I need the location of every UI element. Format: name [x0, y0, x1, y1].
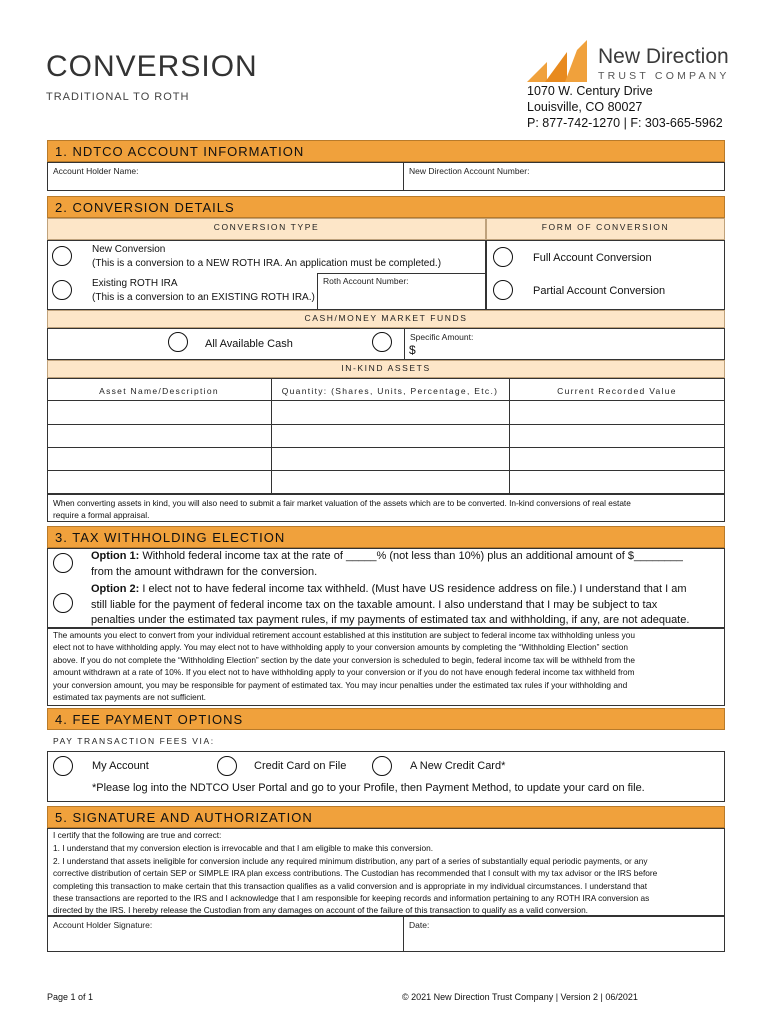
cert-line-6: these transactions are reported to the IRS and I acknowledge that I am responsible for keeping records and information pertaining to any ROTH IRA conversion as	[53, 893, 650, 903]
logo-tagline: TRUST COMPANY	[598, 70, 730, 82]
conversion-type-header: CONVERSION TYPE	[47, 218, 486, 240]
roth-account-number-label: Roth Account Number:	[323, 276, 409, 286]
logo-name: New Direction	[598, 45, 729, 68]
account-holder-name-field[interactable]	[47, 162, 404, 191]
specific-amount-label: Specific Amount:	[410, 332, 474, 342]
portal-note: *Please log into the NDTCO User Portal and go to your Profile, then Payment Method, to update your card on file.	[92, 782, 645, 794]
new-card-radio[interactable]	[372, 756, 392, 776]
my-account-radio[interactable]	[53, 756, 73, 776]
pay-fees-via-header: PAY TRANSACTION FEES VIA:	[47, 730, 725, 752]
date-field[interactable]	[403, 916, 725, 952]
notice-line-2: elect not to have withholding apply. You may elect not to have withholding apply to your conversion amounts by completing the “Withholding Election” section	[53, 642, 628, 652]
partial-conversion-radio[interactable]	[493, 280, 513, 300]
specific-amount-field[interactable]	[404, 328, 725, 360]
all-cash-label: All Available Cash	[205, 338, 293, 350]
page-title: CONVERSION	[46, 50, 258, 83]
section-4-header: 4. FEE PAYMENT OPTIONS	[47, 708, 725, 730]
date-label: Date:	[409, 920, 430, 930]
option-2-radio[interactable]	[53, 593, 73, 613]
all-cash-radio[interactable]	[168, 332, 188, 352]
cert-line-7: directed by the IRS. I hereby release the Custodian from any damages on account of the failure of this transaction to qualify as a valid conversion.	[53, 905, 588, 915]
form-of-conversion-header: FORM OF CONVERSION	[486, 218, 725, 240]
cert-line-1: I certify that the following are true and correct:	[53, 830, 222, 840]
option-1-text: Withhold federal income tax at the rate of _____% (not less than 10%) plus an additional amount of $________	[139, 550, 683, 562]
copyright: © 2021 New Direction Trust Company | Version 2 | 06/2021	[402, 992, 638, 1002]
option-2-line-1	[91, 583, 687, 595]
existing-roth-radio[interactable]	[52, 280, 72, 300]
section-3-header: 3. TAX WITHHOLDING ELECTION	[47, 526, 725, 548]
notice-line-4: amount withdrawn at a rate of 10%. If you elect not to have withholding apply to your conversion or if you do not have enough federal income tax withheld from	[53, 667, 635, 677]
signature-label: Account Holder Signature:	[53, 920, 153, 930]
new-conversion-label: New Conversion	[92, 244, 166, 255]
page-subtitle: TRADITIONAL TO ROTH	[46, 91, 190, 103]
page-number: Page 1 of 1	[47, 992, 94, 1002]
logo-shape-3	[565, 40, 587, 82]
col-asset-name: Asset Name/Description	[99, 386, 219, 396]
logo-shape-2	[545, 52, 567, 82]
option-2-label: Option 2:	[91, 583, 140, 595]
option-1-line-1	[91, 550, 683, 562]
cert-line-2: 1. I understand that my conversion election is irrevocable and that I am eligible to make this conversion.	[53, 843, 434, 853]
card-on-file-label: Credit Card on File	[254, 760, 347, 772]
col-divider-1	[271, 378, 272, 494]
row-divider-4	[47, 470, 725, 471]
new-card-label: A New Credit Card*	[410, 760, 506, 772]
account-holder-name-label: Account Holder Name:	[53, 166, 139, 176]
company-logo-icon	[527, 40, 595, 84]
new-conversion-radio[interactable]	[52, 246, 72, 266]
roth-account-number-field[interactable]	[317, 273, 486, 310]
full-conversion-label: Full Account Conversion	[533, 252, 652, 264]
notice-line-1: The amounts you elect to convert from your individual retirement account established at this institution are subject to federal income tax withholding unless you	[53, 630, 636, 640]
address-line-1: 1070 W. Century Drive	[527, 84, 653, 98]
notice-line-5: your conversion amount, you may be responsible for payment of estimated tax. You may incur penalties under the estimated tax rules if your withholding and	[53, 680, 628, 690]
option-2-text: I elect not to have federal income tax withheld. (Must have US residence address on file.) I understand that I am	[139, 583, 687, 595]
col-quantity: Quantity: (Shares, Units, Percentage, Etc.)	[281, 386, 499, 396]
cert-line-5: completing this transaction to make certain that this transaction qualifies as a valid conversion and is appropriate in my individual circumstances. I understand that	[53, 881, 647, 891]
option-1-line-2: from the amount withdrawn for the conversion.	[91, 566, 318, 578]
row-divider-1	[47, 400, 725, 401]
notice-line-3: above. If you do not complete the “Withholding Election” section by the date your conversion is scheduled to begin, federal income tax will be withheld from the	[53, 655, 636, 665]
inkind-note-line-1: When converting assets in kind, you will also need to submit a fair market valuation of the assets which are to be converted. In-kind conversions of real estate	[53, 498, 631, 508]
row-divider-2	[47, 424, 725, 425]
new-conversion-note: (This is a conversion to a NEW ROTH IRA. An application must be completed.)	[92, 258, 442, 269]
option-2-line-2: still liable for the payment of federal income tax on the taxable amount. I also understand that I may be subject to tax	[91, 599, 658, 611]
option-1-label: Option 1:	[91, 550, 140, 562]
inkind-assets-header: IN-KIND ASSETS	[47, 360, 725, 378]
dollar-sign: $	[409, 343, 416, 357]
phone-fax: P: 877-742-1270 | F: 303-665-5962	[527, 116, 723, 130]
section-2-header: 2. CONVERSION DETAILS	[47, 196, 725, 218]
section-1-header: 1. NDTCO ACCOUNT INFORMATION	[47, 140, 725, 162]
cert-line-4: corrective distribution of certain SEP or SIMPLE IRA plan excess contributions. The Custodian has recommended that I consult with my tax advisor or the IRS before	[53, 868, 658, 878]
section-5-header: 5. SIGNATURE AND AUTHORIZATION	[47, 806, 725, 828]
signature-field[interactable]	[47, 916, 404, 952]
cash-money-market-header: CASH/MONEY MARKET FUNDS	[47, 310, 725, 328]
col-current-value: Current Recorded Value	[557, 386, 677, 396]
col-divider-2	[509, 378, 510, 494]
row-divider-3	[47, 447, 725, 448]
cert-line-3: 2. I understand that assets ineligible for conversion include any required minimum distribution, any part of a series of substantially equal periodic payments, or any	[53, 856, 648, 866]
existing-roth-label: Existing ROTH IRA	[92, 278, 178, 289]
card-on-file-radio[interactable]	[217, 756, 237, 776]
option-2-line-3: penalties under the estimated tax payment rules, if my payments of estimated tax and withholding, if any, are not adequate.	[91, 614, 690, 626]
partial-conversion-label: Partial Account Conversion	[533, 285, 666, 297]
logo-shape-1	[527, 62, 547, 82]
notice-line-6: estimated tax payments are not sufficient.	[53, 692, 206, 702]
existing-roth-note: (This is a conversion to an EXISTING ROTH IRA.)	[92, 292, 315, 303]
my-account-label: My Account	[92, 760, 149, 772]
option-1-radio[interactable]	[53, 553, 73, 573]
address-line-2: Louisville, CO 80027	[527, 100, 643, 114]
account-number-label: New Direction Account Number:	[409, 166, 530, 176]
specific-amount-radio[interactable]	[372, 332, 392, 352]
full-conversion-radio[interactable]	[493, 247, 513, 267]
inkind-note-line-2: require a formal appraisal.	[53, 510, 150, 520]
account-number-field[interactable]	[403, 162, 725, 191]
form-of-conversion-box	[486, 240, 725, 310]
